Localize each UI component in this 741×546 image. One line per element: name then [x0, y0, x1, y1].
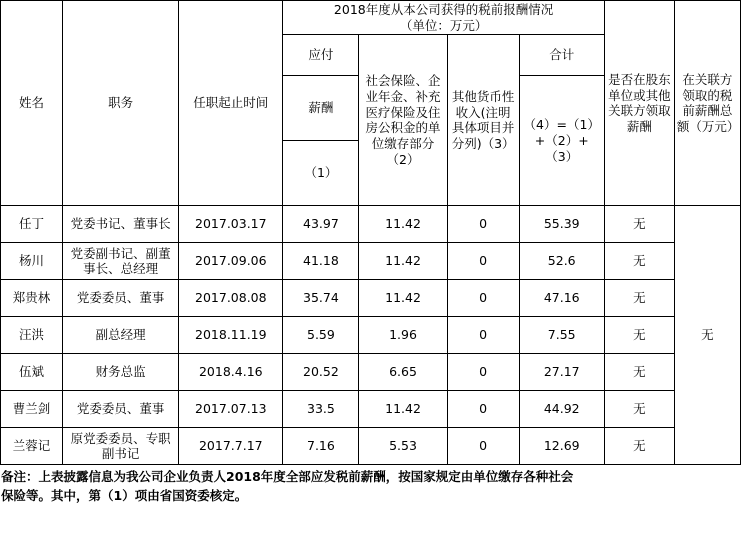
cell-post: 党委副书记、副董事长、总经理: [63, 243, 179, 280]
table-row: [1, 354, 741, 391]
cell-holding: 无: [604, 243, 674, 280]
header-total-line1: 合计: [519, 35, 604, 76]
cell-total: 52.6: [519, 243, 604, 280]
cell-pay: 41.18: [283, 243, 359, 280]
header-name: 姓名: [1, 1, 63, 206]
cell-name: 伍斌: [1, 354, 63, 391]
header-other-income: 其他货币性收入(注明具体项目并分列)（3）: [447, 35, 519, 206]
cell-total: 27.17: [519, 354, 604, 391]
cell-term: 2018.11.19: [179, 317, 283, 354]
cell-name: 杨川: [1, 243, 63, 280]
cell-insurance: 5.53: [359, 428, 447, 465]
header-pay-line2: 薪酬: [283, 76, 359, 141]
cell-insurance: 11.42: [359, 280, 447, 317]
header-pay-line1: 应付: [283, 35, 359, 76]
header-holding: 是否在股东单位或其他关联方领取薪酬: [604, 1, 674, 206]
cell-term: 2017.07.13: [179, 391, 283, 428]
cell-term: 2018.4.16: [179, 354, 283, 391]
table-row: [1, 280, 741, 317]
header-group-unit: （单位：万元）: [399, 17, 488, 33]
header-related: 在关联方领取的税前薪酬总额（万元）: [674, 1, 740, 206]
cell-post: 党委委员、董事: [63, 280, 179, 317]
table-row: [1, 317, 741, 354]
table-row: [1, 428, 741, 465]
cell-holding: 无: [604, 428, 674, 465]
cell-post: 财务总监: [63, 354, 179, 391]
cell-holding: 无: [604, 280, 674, 317]
header-pay-index: （1）: [283, 141, 359, 206]
cell-pay: 20.52: [283, 354, 359, 391]
cell-total: 55.39: [519, 206, 604, 243]
header-group-compensation: [283, 1, 604, 35]
cell-post: 党委委员、董事: [63, 391, 179, 428]
table-footnote: [1, 468, 740, 506]
cell-pay: 35.74: [283, 280, 359, 317]
header-total-formula: （4）=（1）+（2）+（3）: [519, 76, 604, 206]
table-header-row-group: [1, 1, 741, 35]
cell-other: 0: [447, 206, 519, 243]
cell-pay: 7.16: [283, 428, 359, 465]
cell-holding: 无: [604, 354, 674, 391]
cell-insurance: 11.42: [359, 206, 447, 243]
table-row: [1, 206, 741, 243]
header-term: 任职起止时间: [179, 1, 283, 206]
cell-name: 兰蓉记: [1, 428, 63, 465]
cell-name: 汪洪: [1, 317, 63, 354]
table-row: [1, 243, 741, 280]
cell-insurance: 1.96: [359, 317, 447, 354]
cell-post: 党委书记、董事长: [63, 206, 179, 243]
cell-other: 0: [447, 391, 519, 428]
cell-insurance: 11.42: [359, 243, 447, 280]
cell-term: 2017.09.06: [179, 243, 283, 280]
cell-name: 任丁: [1, 206, 63, 243]
cell-post: 副总经理: [63, 317, 179, 354]
cell-term: 2017.03.17: [179, 206, 283, 243]
cell-total: 12.69: [519, 428, 604, 465]
cell-name: 郑贵林: [1, 280, 63, 317]
cell-term: 2017.7.17: [179, 428, 283, 465]
cell-total: 44.92: [519, 391, 604, 428]
cell-insurance: 11.42: [359, 391, 447, 428]
cell-other: 0: [447, 243, 519, 280]
footnote-line-1: 备注：上表披露信息为我公司企业负责人2018年度全部应发税前薪酬，按国家规定由单位缴存各种社会: [1, 469, 574, 485]
cell-insurance: 6.65: [359, 354, 447, 391]
header-group-title: 2018年度从本公司获得的税前报酬情况: [333, 2, 554, 17]
cell-related-merged: 无: [674, 206, 740, 465]
cell-other: 0: [447, 354, 519, 391]
cell-holding: 无: [604, 391, 674, 428]
cell-other: 0: [447, 317, 519, 354]
cell-pay: 43.97: [283, 206, 359, 243]
footnote-line-2: 保险等。其中，第（1）项由省国资委核定。: [1, 488, 248, 503]
header-post: 职务: [63, 1, 179, 206]
cell-total: 7.55: [519, 317, 604, 354]
cell-term: 2017.08.08: [179, 280, 283, 317]
cell-total: 47.16: [519, 280, 604, 317]
header-insurance: 社会保险、企业年金、补充医疗保险及住房公积金的单位缴存部分（2）: [359, 35, 447, 206]
cell-holding: 无: [604, 206, 674, 243]
cell-other: 0: [447, 280, 519, 317]
cell-pay: 5.59: [283, 317, 359, 354]
cell-name: 曹兰剑: [1, 391, 63, 428]
table-row: [1, 391, 741, 428]
cell-other: 0: [447, 428, 519, 465]
cell-holding: 无: [604, 317, 674, 354]
cell-post: 原党委委员、专职副书记: [63, 428, 179, 465]
cell-pay: 33.5: [283, 391, 359, 428]
